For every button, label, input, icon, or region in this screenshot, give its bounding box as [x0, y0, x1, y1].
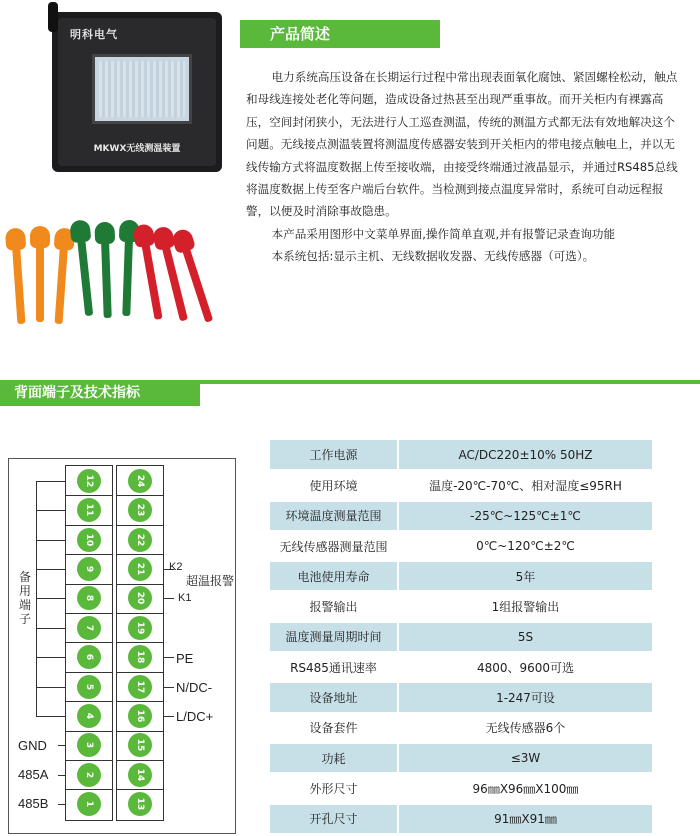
terminal-screw: 7	[77, 616, 101, 640]
spec-value: 91㎜X91㎜	[398, 804, 652, 834]
spec-value: 温度-20℃-70℃、相对湿度≤95RH	[398, 470, 652, 500]
spec-key: 无线传感器测量范围	[270, 531, 398, 561]
sensor-head	[94, 222, 115, 245]
terminal-screw: 21	[128, 557, 152, 581]
k2-label: K2	[169, 561, 183, 573]
spec-key: 温度测量周期时间	[270, 622, 398, 652]
spec-key: 外形尺寸	[270, 773, 398, 803]
intro-paragraph: 电力系统高压设备在长期运行过程中常出现表面氧化腐蚀、紧固螺栓松动，触点和母线连接处老化等问题，造成设备过热甚至出现严重事故。而开关柜内有裸露高压，空间封闭狭小，无法进行人工巡查测温，传统的测温方式都无法有效地解决这个问题。无线接点测温装置将测温度传感器安装到开关柜内的带电接点触电上，并以无线传输方式将温度数据上传至接收端，由接受终端通过液晶显示，并通过RS485总线将温度数据上传至客户端后台软件。当检测到接点温度异常时，系统可自动远程报警，以便及时消除事故隐患。	[246, 70, 678, 219]
spec-key: 开孔尺寸	[270, 804, 398, 834]
connector-line	[164, 687, 174, 688]
sensor-strap	[36, 244, 44, 322]
connector-line	[36, 510, 65, 511]
terminal-screw: 19	[128, 616, 152, 640]
connector-line	[36, 598, 65, 599]
antenna	[48, 2, 58, 32]
spec-key: RS485通讯速率	[270, 652, 398, 682]
terminal-divider	[116, 642, 164, 643]
connector-line	[36, 716, 65, 717]
section-heading: 背面端子及技术指标	[0, 380, 200, 406]
device-brand: 明科电气	[70, 28, 118, 41]
pe-label: PE	[176, 651, 194, 666]
connector-line	[58, 745, 65, 746]
connector-line	[36, 540, 65, 541]
spec-value: 5年	[398, 561, 652, 591]
terminal-divider	[65, 584, 113, 585]
spec-key: 功耗	[270, 743, 398, 773]
sensor-head	[30, 226, 50, 248]
terminal-screw: 11	[77, 498, 101, 522]
connector-line	[36, 687, 65, 688]
connector-line	[58, 804, 65, 805]
spec-key: 电池使用寿命	[270, 561, 398, 591]
terminal-screw: 23	[128, 498, 152, 522]
sensor-strap	[55, 246, 68, 324]
terminal-screw: 14	[128, 763, 152, 787]
sensor-head	[5, 227, 26, 250]
terminal-screw: 17	[128, 675, 152, 699]
intro-description	[246, 66, 686, 268]
spec-value: -25℃~125℃±1℃	[398, 501, 652, 531]
sensor-strap	[12, 246, 25, 324]
terminal-screw: 13	[128, 792, 152, 816]
sensor-strap	[122, 238, 133, 316]
spec-value: AC/DC220±10% 50HZ	[398, 440, 652, 470]
terminal-divider	[65, 642, 113, 643]
spec-value: 5S	[398, 622, 652, 652]
spec-row	[270, 713, 652, 743]
spec-key: 报警输出	[270, 591, 398, 621]
spec-row	[270, 652, 652, 682]
terminal-screw: 9	[77, 557, 101, 581]
terminal-divider	[65, 525, 113, 526]
terminal-divider	[116, 613, 164, 614]
spec-row	[270, 531, 652, 561]
intro-heading: 产品简述	[240, 20, 440, 48]
485a-label: 485A	[18, 767, 49, 782]
spec-row	[270, 622, 652, 652]
terminal-screw: 10	[77, 528, 101, 552]
spec-value: 无线传感器6个	[398, 713, 652, 743]
spec-key: 工作电源	[270, 440, 398, 470]
terminal-divider	[65, 760, 113, 761]
spec-key: 设备地址	[270, 682, 398, 712]
connector-line	[36, 657, 65, 658]
spec-table	[270, 440, 652, 835]
spec-value: 1-247可设	[398, 682, 652, 712]
terminal-divider	[116, 701, 164, 702]
terminal-divider	[65, 701, 113, 702]
spec-key: 环境温度测量范围	[270, 501, 398, 531]
terminal-screw: 16	[128, 704, 152, 728]
terminal-divider	[116, 584, 164, 585]
spec-value: 4800、9600可选	[398, 652, 652, 682]
spec-value: 1组报警输出	[398, 591, 652, 621]
spec-key: 设备套件	[270, 713, 398, 743]
terminal-divider	[116, 554, 164, 555]
connector-line	[164, 598, 174, 599]
k1-label: K1	[178, 592, 192, 604]
connector-line	[36, 569, 65, 570]
terminal-divider	[65, 731, 113, 732]
spec-value: 0℃~120℃±2℃	[398, 531, 652, 561]
terminal-screw: 2	[77, 763, 101, 787]
terminal-divider	[116, 789, 164, 790]
terminal-divider	[65, 789, 113, 790]
n-dc-label: N/DC-	[176, 680, 213, 695]
connector-line	[36, 481, 65, 482]
terminal-screw: 15	[128, 733, 152, 757]
intro-paragraph: 本产品采用图形中文菜单界面,操作简单直观,并有报警记录查询功能	[271, 226, 616, 241]
terminal-screw: 20	[128, 586, 152, 610]
spec-key: 使用环境	[270, 470, 398, 500]
485b-label: 485B	[18, 796, 49, 811]
sensor-tag	[94, 214, 118, 323]
terminal-screw: 6	[77, 645, 101, 669]
terminal-divider	[65, 613, 113, 614]
terminal-screw: 8	[77, 586, 101, 610]
spec-value: ≤3W	[398, 743, 652, 773]
terminal-divider	[116, 525, 164, 526]
sensor-strap	[77, 238, 93, 316]
intro-paragraph: 本系统包括:显示主机、无线数据收发器、无线传感器（可选）。	[271, 249, 595, 264]
terminal-divider	[116, 672, 164, 673]
terminal-screw: 22	[128, 528, 152, 552]
spec-row	[270, 804, 652, 834]
device-lcd-screen	[92, 54, 192, 124]
connector-line	[36, 628, 65, 629]
spare-terminals-label: 备用端子	[18, 570, 31, 626]
terminal-divider	[116, 760, 164, 761]
spec-value: 96㎜X96㎜X100㎜	[398, 773, 652, 803]
spec-row	[270, 591, 652, 621]
connector-line	[164, 657, 174, 658]
sensor-tag	[30, 218, 50, 326]
sensor-tag	[4, 219, 31, 328]
terminal-screw: 12	[77, 469, 101, 493]
wireless-sensors-image	[8, 218, 238, 328]
sensor-head	[69, 219, 91, 243]
spec-row	[270, 743, 652, 773]
terminal-divider	[116, 495, 164, 496]
spec-row	[270, 501, 652, 531]
terminal-divider	[65, 554, 113, 555]
terminal-screw: 1	[77, 792, 101, 816]
gnd-label: GND	[18, 738, 47, 753]
device-model: MKWX无线测温装置	[93, 144, 181, 154]
sensor-strap	[101, 240, 112, 318]
device-image	[52, 12, 222, 172]
spec-row	[270, 470, 652, 500]
spec-row	[270, 773, 652, 803]
terminal-screw: 4	[77, 704, 101, 728]
terminal-screw: 3	[77, 733, 101, 757]
spec-row	[270, 561, 652, 591]
spec-row	[270, 682, 652, 712]
connector-line	[164, 716, 174, 717]
terminal-screw: 24	[128, 469, 152, 493]
l-dc-label: L/DC+	[176, 709, 214, 724]
spec-row	[270, 440, 652, 470]
connector-line	[58, 775, 65, 776]
terminal-divider	[65, 672, 113, 673]
terminal-divider	[65, 495, 113, 496]
terminal-screw: 18	[128, 645, 152, 669]
over-temp-alarm-label: 超温报警	[186, 574, 235, 588]
terminal-screw: 5	[77, 675, 101, 699]
terminal-divider	[116, 731, 164, 732]
